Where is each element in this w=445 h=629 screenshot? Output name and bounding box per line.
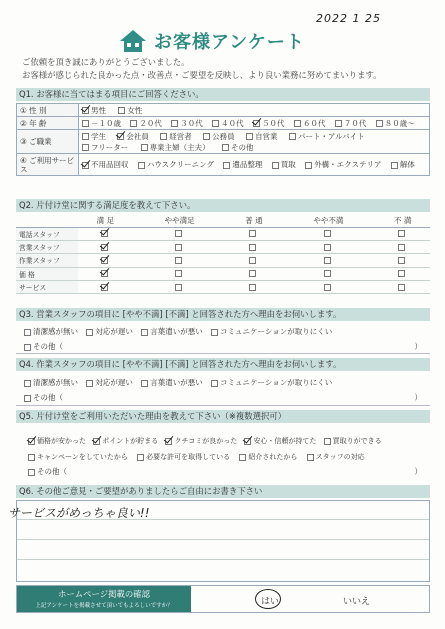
age-option[interactable]: ８０歳～: [376, 119, 415, 128]
row-label: 営業スタッフ: [16, 240, 78, 253]
handwritten-date: 2022 1 25: [316, 12, 381, 25]
gender-option[interactable]: 男性: [82, 106, 106, 115]
satisfaction-row: [16, 281, 430, 294]
title-block: [120, 28, 305, 54]
house-icon: [120, 30, 146, 52]
age-option[interactable]: ２０代: [130, 119, 162, 128]
age-options: [79, 117, 430, 130]
q5-options-row-1: [16, 436, 430, 446]
q3-options: [16, 326, 430, 337]
row-label: 価 格: [16, 267, 78, 280]
rating-checkbox[interactable]: [249, 270, 256, 277]
divider: [16, 405, 430, 406]
age-option[interactable]: ４０代: [212, 119, 244, 128]
level-header: 普 通: [227, 215, 282, 227]
rating-checkbox[interactable]: [101, 244, 108, 251]
q3-other[interactable]: その他（ ）: [16, 341, 430, 352]
q6-heading: Q6. その他ご意見・ご要望がありましたらご自由にお書き下さい: [16, 485, 430, 498]
age-option[interactable]: ３０代: [171, 119, 203, 128]
rating-checkbox[interactable]: [398, 284, 405, 291]
q5-option[interactable]: ポイントが貯まる: [93, 436, 158, 446]
gender-label: ① 性 別: [17, 104, 79, 117]
age-option[interactable]: ６０代: [294, 119, 326, 128]
yes-option[interactable]: はい: [261, 597, 280, 607]
publish-consent-note: 上記アンケートを掲載させて頂いてもよろしいですか？: [35, 603, 173, 609]
q5-heading: Q5. 片付け堂をご利用いただいた理由を教えて下さい（※複数選択可）: [16, 410, 430, 423]
q3-option[interactable]: 清潔感が無い: [24, 326, 78, 337]
rating-checkbox[interactable]: [249, 257, 256, 264]
publish-consent: [16, 585, 430, 613]
intro-line-2: お客様が感じられた良かった点・改善点・ご要望を反映し、より良い業務に努めてまいります。: [22, 70, 382, 80]
publish-consent-title: ホームページ掲載の確認: [58, 589, 150, 599]
rating-checkbox[interactable]: [101, 284, 108, 291]
q4-option[interactable]: 清潔感が無い: [24, 377, 78, 388]
q4-other[interactable]: その他（ ）: [16, 392, 430, 403]
service-option[interactable]: ハウスクリーニング: [138, 160, 214, 169]
q5-option[interactable]: 買取りができる: [324, 436, 382, 446]
q3-option[interactable]: コミュニケーションが取りにくい: [211, 326, 332, 337]
row-label: サービス: [16, 281, 78, 294]
q5-option[interactable]: 安心・信頼が持てた: [244, 436, 316, 446]
age-label: ② 年 齢: [17, 117, 79, 130]
page-title: お客様アンケート: [154, 32, 305, 53]
rating-checkbox[interactable]: [175, 230, 182, 237]
q2-heading: Q2. 片付け堂に関する満足度を教えて下さい。: [16, 199, 430, 212]
q4-option[interactable]: 対応が遅い: [86, 377, 133, 388]
level-header: やや不満: [281, 215, 375, 227]
satisfaction-row: [16, 227, 430, 240]
rating-checkbox[interactable]: [175, 257, 182, 264]
satisfaction-table: [16, 215, 430, 294]
q3-option[interactable]: 言葉遣いが悪い: [141, 326, 203, 337]
rating-checkbox[interactable]: [324, 230, 331, 237]
rating-checkbox[interactable]: [249, 284, 256, 291]
q4-heading: Q4. 作業スタッフの項目に [やや不満] [不満] と回答された方へ理由をお伺いします。: [16, 358, 430, 371]
service-option[interactable]: 買取: [272, 160, 296, 169]
rating-checkbox[interactable]: [324, 244, 331, 251]
service-option[interactable]: 解体: [391, 160, 415, 169]
no-option[interactable]: いいえ: [343, 597, 371, 607]
q3-heading: Q3. 営業スタッフの項目に [やや不満] [不満] と回答された方へ理由をお伺いします。: [16, 308, 430, 321]
occupation-options: [79, 130, 430, 154]
rating-checkbox[interactable]: [324, 257, 331, 264]
level-header: 不 満: [375, 215, 430, 227]
rating-checkbox[interactable]: [175, 270, 182, 277]
occupation-option[interactable]: その他: [222, 143, 254, 152]
rating-checkbox[interactable]: [249, 244, 256, 251]
rating-checkbox[interactable]: [398, 270, 405, 277]
gender-options: [79, 104, 430, 117]
rating-checkbox[interactable]: [398, 257, 405, 264]
row-label: 電話スタッフ: [16, 227, 78, 240]
occupation-option[interactable]: フリーター: [82, 143, 128, 152]
rating-checkbox[interactable]: [249, 230, 256, 237]
service-option[interactable]: 遺品整理: [223, 160, 262, 169]
occupation-option[interactable]: 会社員: [117, 132, 149, 141]
q4-option[interactable]: 言葉遣いが悪い: [141, 377, 203, 388]
satisfaction-row: [16, 254, 430, 267]
rating-checkbox[interactable]: [324, 270, 331, 277]
age-option[interactable]: －１０歳: [82, 119, 121, 128]
occupation-option[interactable]: 自営業: [246, 132, 278, 141]
row-label: 作業スタッフ: [16, 254, 78, 267]
age-option[interactable]: ５０代: [253, 119, 285, 128]
q5-options-row-2: [16, 452, 430, 462]
level-header: やや満足: [133, 215, 227, 227]
intro-text: [22, 56, 381, 82]
occupation-option[interactable]: 専業主婦（主夫）: [141, 143, 210, 152]
q5-option[interactable]: 紹介されたから: [239, 452, 297, 462]
q5-option[interactable]: クチコミが良かった: [165, 436, 237, 446]
satisfaction-row: [16, 240, 430, 253]
q3-option[interactable]: 対応が遅い: [86, 326, 133, 337]
publish-consent-label: [17, 586, 191, 612]
age-option[interactable]: ７０代: [335, 119, 367, 128]
rating-checkbox[interactable]: [175, 284, 182, 291]
divider: [16, 353, 430, 354]
service-label: ④ ご利用サービス: [17, 154, 79, 176]
service-option[interactable]: 外構・エクステリア: [305, 160, 381, 169]
rating-checkbox[interactable]: [398, 244, 405, 251]
rating-checkbox[interactable]: [101, 270, 108, 277]
handwritten-comment: サービスがめっちゃ良い!!: [8, 506, 150, 520]
occupation-option[interactable]: パート・アルバイト: [289, 132, 365, 141]
occupation-option[interactable]: 経営者: [160, 132, 192, 141]
rating-checkbox[interactable]: [324, 284, 331, 291]
q1-table: [16, 103, 430, 176]
q5-other[interactable]: その他（ ）: [16, 466, 430, 477]
level-header: 満 足: [78, 215, 133, 227]
q5-option[interactable]: 必要な許可を取得している: [137, 452, 230, 462]
occupation-option[interactable]: 公務員: [203, 132, 235, 141]
q4-option[interactable]: コミュニケーションが取りにくい: [211, 377, 332, 388]
q1-heading: Q1. お客様に当てはまる項目にご回答ください。: [16, 88, 430, 101]
q5-option[interactable]: キャンペーンをしていたから: [28, 452, 128, 462]
service-options: [79, 154, 430, 176]
q5-option[interactable]: スタッフの対応: [307, 452, 365, 462]
rating-checkbox[interactable]: [101, 257, 108, 264]
gender-option[interactable]: 女性: [118, 106, 142, 115]
rating-checkbox[interactable]: [175, 244, 182, 251]
intro-line-1: ご依頼を頂き誠にありがとうございました。: [22, 57, 190, 67]
rating-checkbox[interactable]: [101, 230, 108, 237]
q4-options: [16, 377, 430, 388]
q5-option[interactable]: 価格が安かった: [28, 436, 86, 446]
satisfaction-row: [16, 267, 430, 280]
occupation-option[interactable]: 学生: [82, 132, 106, 141]
occupation-label: ③ ご職業: [17, 130, 79, 154]
rating-checkbox[interactable]: [398, 230, 405, 237]
service-option[interactable]: 不用品回収: [82, 160, 129, 169]
